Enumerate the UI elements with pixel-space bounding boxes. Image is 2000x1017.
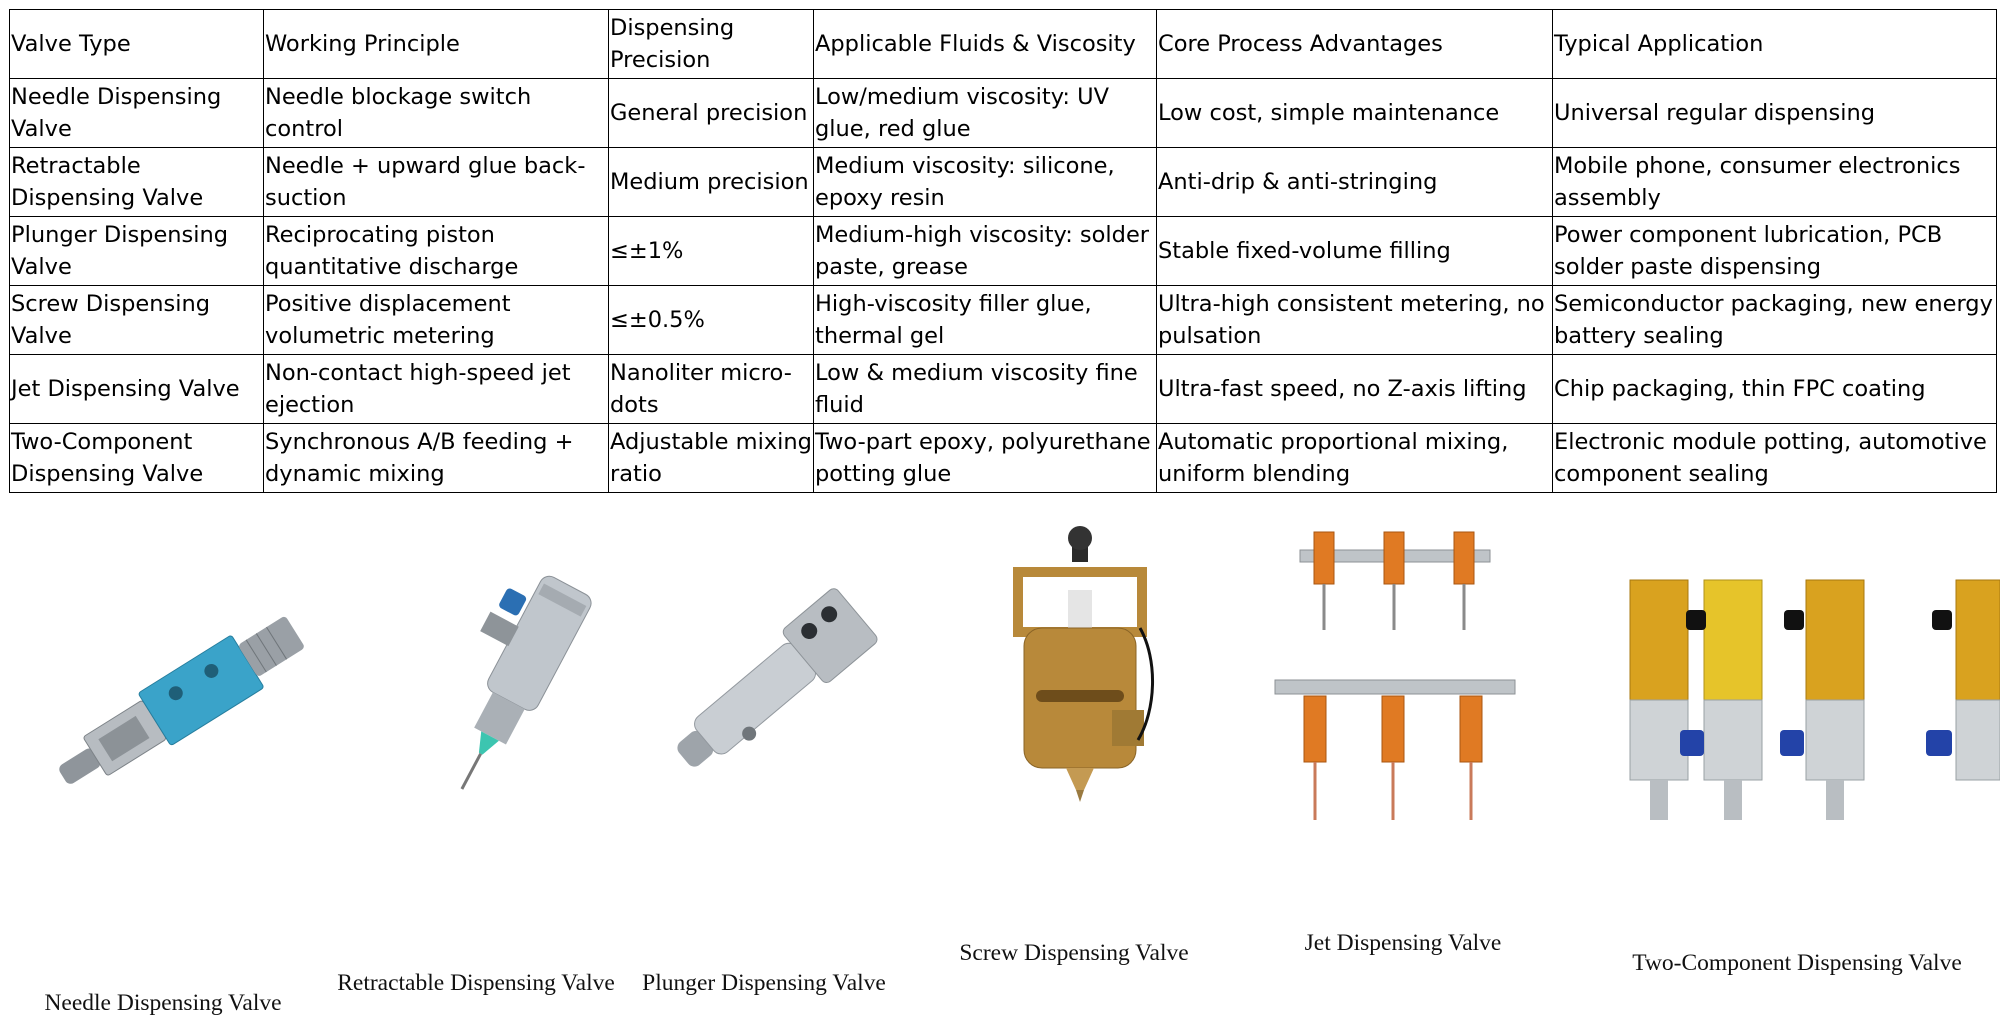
table-cell: High-viscosity filler glue, thermal gel [814,286,1157,355]
product-gallery [0,500,2000,1016]
valve-comparison-table [9,9,1997,493]
table-cell: Low/medium viscosity: UV glue, red glue [814,79,1157,148]
table-cell: General precision [609,79,814,148]
table-cell: Needle blockage switch control [264,79,609,148]
table-row [10,286,1997,355]
table-cell: Stable fixed-volume filling [1157,217,1553,286]
screw-valve-caption: Screw Dispensing Valve [959,940,1189,966]
table-cell: Mobile phone, consumer electronics assembly [1553,148,1997,217]
table-row [10,217,1997,286]
column-header: Valve Type [10,10,264,79]
jet-valve-caption: Jet Dispensing Valve [1304,930,1502,956]
table-cell: ≤±0.5% [609,286,814,355]
table-cell: Synchronous A/B feeding + dynamic mixing [264,424,609,493]
table-cell: Low & medium viscosity fine fluid [814,355,1157,424]
two-component-valve-figure [1620,540,2000,976]
table-cell: Medium precision [609,148,814,217]
needle-valve-figure [30,580,330,1016]
table-cell: Non-contact high-speed jet ejection [264,355,609,424]
table-cell: Needle Dispensing Valve [10,79,264,148]
table-cell: Two-part epoxy, polyurethane potting glue [814,424,1157,493]
table-row [10,148,1997,217]
table-cell: Chip packaging, thin FPC coating [1553,355,1997,424]
table-header-row [10,10,1997,79]
needle-valve-icon [30,580,330,820]
retractable-valve-icon [400,560,620,820]
table-body [10,10,1997,493]
jet-valve-figure [1270,520,1520,956]
table-cell: Low cost, simple maintenance [1157,79,1553,148]
two-component-valve-caption: Two-Component Dispensing Valve [1632,950,1962,976]
table-row [10,355,1997,424]
table-cell: Screw Dispensing Valve [10,286,264,355]
column-header: Dispensing Precision [609,10,814,79]
table-cell: Ultra-high consistent metering, no pulsation [1157,286,1553,355]
screw-valve-figure [959,530,1189,966]
table-row [10,424,1997,493]
column-header: Core Process Advantages [1157,10,1553,79]
plunger-valve-caption: Plunger Dispensing Valve [642,970,886,996]
column-header: Applicable Fluids & Viscosity [814,10,1157,79]
table-cell: Needle + upward glue back-suction [264,148,609,217]
table-cell: Two-Component Dispensing Valve [10,424,264,493]
table-row [10,79,1997,148]
table-cell: Reciprocating piston quantitative discharge [264,217,609,286]
table-cell: Adjustable mixing ratio [609,424,814,493]
table-cell: Plunger Dispensing Valve [10,217,264,286]
table-cell: Nanoliter micro-dots [609,355,814,424]
column-header: Typical Application [1553,10,1997,79]
retractable-valve-caption: Retractable Dispensing Valve [337,970,615,996]
table-cell: Power component lubrication, PCB solder paste dispensing [1553,217,1997,286]
table-cell: ≤±1% [609,217,814,286]
needle-valve-caption: Needle Dispensing Valve [44,990,282,1016]
jet-valve-icon [1270,520,1520,840]
plunger-valve-figure [640,560,900,996]
plunger-valve-icon [640,560,900,820]
retractable-valve-figure [337,560,620,996]
table-cell: Jet Dispensing Valve [10,355,264,424]
table-cell: Ultra-fast speed, no Z-axis lifting [1157,355,1553,424]
table-cell: Medium viscosity: silicone, epoxy resin [814,148,1157,217]
two-component-valve-icon [1620,540,2000,840]
screw-valve-icon [1000,530,1160,830]
table-cell: Electronic module potting, automotive component sealing [1553,424,1997,493]
table-cell: Automatic proportional mixing, uniform blending [1157,424,1553,493]
table-cell: Anti-drip & anti-stringing [1157,148,1553,217]
table-cell: Universal regular dispensing [1553,79,1997,148]
table-cell: Positive displacement volumetric metering [264,286,609,355]
column-header: Working Principle [264,10,609,79]
table-cell: Retractable Dispensing Valve [10,148,264,217]
table-cell: Semiconductor packaging, new energy battery sealing [1553,286,1997,355]
table-cell: Medium-high viscosity: solder paste, grease [814,217,1157,286]
